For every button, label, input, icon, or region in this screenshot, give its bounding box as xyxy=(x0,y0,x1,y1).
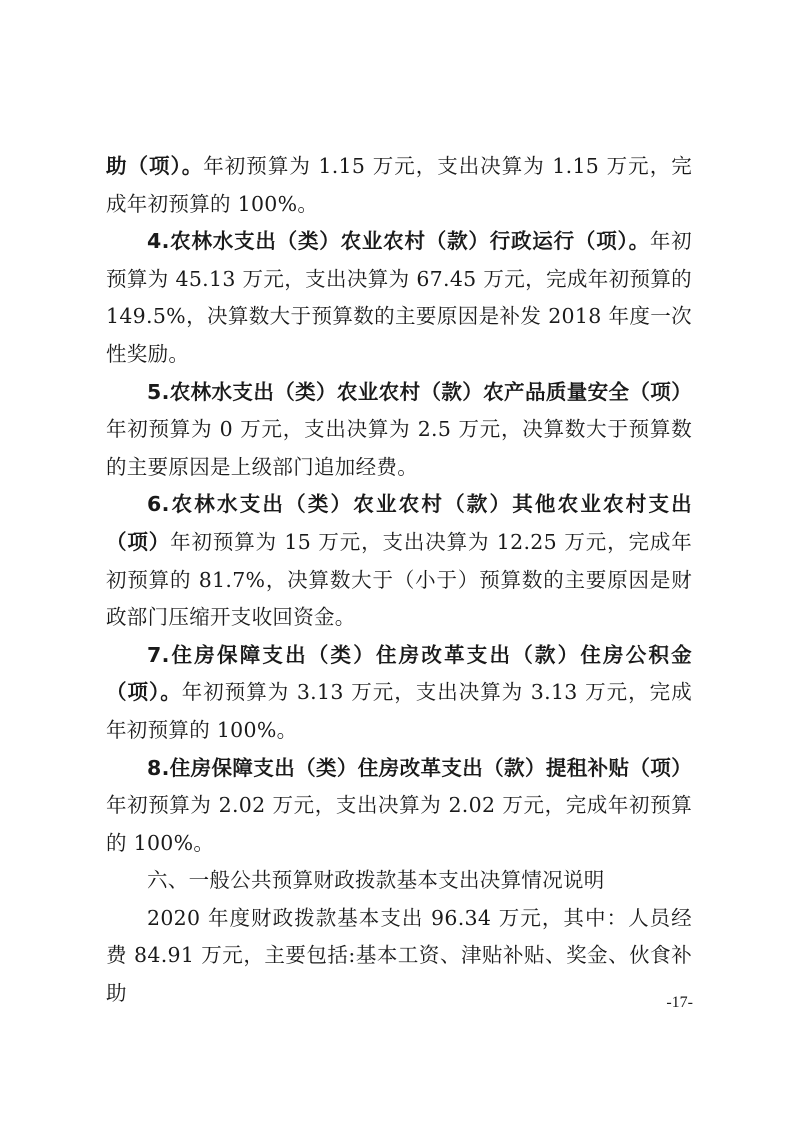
paragraph-3 xyxy=(106,374,692,487)
item-title: 4.农林水支出（类）农业农村（款）行政运行（项）。 xyxy=(147,229,650,254)
paragraph-4 xyxy=(106,486,692,636)
item-text: 年初预算为 3.13 万元，支出决算为 3.13 万元，完成年初预算的 100%。 xyxy=(106,680,692,742)
section-heading: 六、一般公共预算财政拨款基本支出决算情况说明 xyxy=(147,868,605,893)
item-text: 年初预算为 15 万元，支出决算为 12.25 万元，完成年初预算的 81.7%，决算数大于（小于）预算数的主要原因是财政部门压缩开支收回资金。 xyxy=(106,529,693,630)
paragraph-1 xyxy=(106,148,692,223)
document-body xyxy=(106,148,692,1013)
paragraph-6 xyxy=(106,750,692,863)
item-text: 年初预算为 2.02 万元，支出决算为 2.02 万元，完成年初预算的 100%。 xyxy=(106,793,692,855)
page-number: -17- xyxy=(666,994,693,1011)
item-title: 8.住房保障支出（类）住房改革支出（款）提租补贴（项） xyxy=(147,755,692,780)
item-title: 5.农林水支出（类）农业农村（款）农产品质量安全（项） xyxy=(147,379,692,404)
item-title: 7.住房保障支出（类）住房改革支出（款）住房公积金（项）。 xyxy=(106,642,692,705)
section-body: 2020 年度财政拨款基本支出 96.34 万元，其中：人员经费 84.91 万元，主要包括:基本工资、津贴补贴、奖金、伙食补助 xyxy=(106,905,692,1006)
item-text: 年初预算为 0 万元，支出决算为 2.5 万元，决算数大于预算数的主要原因是上级部门追加经费。 xyxy=(106,417,692,479)
item-text: 年初预算为 1.15 万元，支出决算为 1.15 万元，完成年初预算的 100%。 xyxy=(106,154,693,216)
paragraph-5 xyxy=(106,637,692,750)
item-title: 助（项）。 xyxy=(106,154,204,178)
paragraph-2 xyxy=(106,223,692,373)
item-title: 6.农林水支出（类）农业农村（款）其他农业农村支出（项） xyxy=(106,492,692,554)
item-text: 年初预算为 45.13 万元，支出决算为 67.45 万元，完成年初预算的 149.5%，决算数大于预算数的主要原因是补发 2018 年度一次性奖励。 xyxy=(106,229,692,366)
